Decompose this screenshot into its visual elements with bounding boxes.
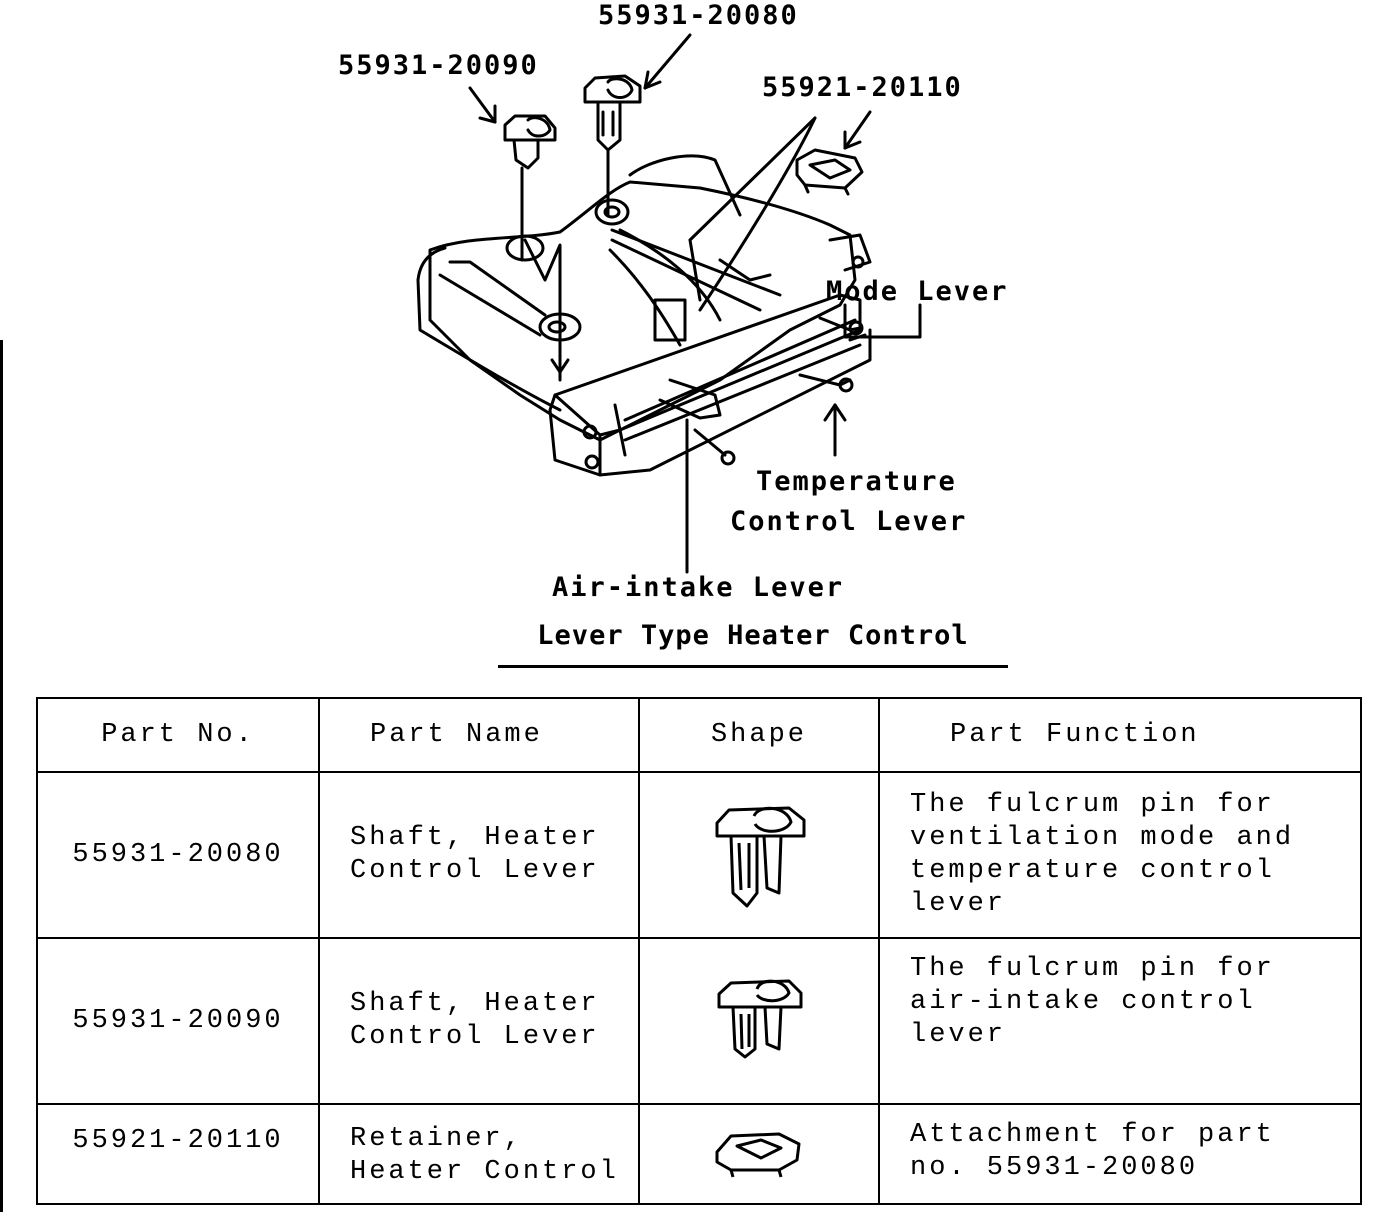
callout-temperature-line2: Control Lever xyxy=(730,506,968,537)
table-row xyxy=(37,1104,1361,1204)
callout-temperature-line1: Temperature xyxy=(756,466,957,497)
callout-part-55931-20090: 55931-20090 xyxy=(338,50,539,81)
part-shape xyxy=(639,1104,879,1204)
retainer-clip-icon xyxy=(709,1122,809,1182)
function-line: The fulcrum pin for xyxy=(910,790,1275,820)
callout-part-55921-20110: 55921-20110 xyxy=(762,72,963,103)
part-name-line: Shaft, Heater xyxy=(350,823,600,853)
part-number: 55921-20110 xyxy=(37,1104,319,1204)
part-name xyxy=(319,1104,639,1204)
part-function xyxy=(879,938,1361,1104)
header-part-name: Part Name xyxy=(319,698,639,772)
part-name xyxy=(319,772,639,938)
part-shape xyxy=(639,772,879,938)
function-line: The fulcrum pin for xyxy=(910,954,1275,984)
table-row xyxy=(37,938,1361,1104)
function-line: ventilation mode and xyxy=(910,823,1295,853)
fulcrum-pin-long-icon xyxy=(709,798,809,908)
pin-55931-20080-drawing xyxy=(585,76,640,215)
header-part-function: Part Function xyxy=(879,698,1361,772)
callout-air-intake-lever: Air-intake Lever xyxy=(552,572,845,603)
function-line: air-intake control xyxy=(910,987,1256,1017)
part-function xyxy=(879,772,1361,938)
part-number: 55931-20090 xyxy=(37,938,319,1104)
part-name xyxy=(319,938,639,1104)
table-row xyxy=(37,772,1361,938)
part-name-line: Heater Control xyxy=(350,1157,619,1187)
function-line: Attachment for part xyxy=(910,1120,1275,1150)
callout-mode-lever: Mode Lever xyxy=(826,276,1009,307)
part-shape xyxy=(639,938,879,1104)
retainer-55921-20110-drawing xyxy=(797,150,862,194)
part-function xyxy=(879,1104,1361,1204)
part-number: 55931-20080 xyxy=(37,772,319,938)
header-shape: Shape xyxy=(639,698,879,772)
callout-part-55931-20080: 55931-20080 xyxy=(598,0,799,31)
part-name-line: Shaft, Heater xyxy=(350,989,600,1019)
part-name-line: Control Lever xyxy=(350,1022,600,1052)
figure-caption: Lever Type Heater Control xyxy=(498,620,1008,668)
function-line: lever xyxy=(910,889,1007,919)
part-name-line: Retainer, xyxy=(350,1124,523,1154)
header-part-no: Part No. xyxy=(37,698,319,772)
fulcrum-pin-short-icon xyxy=(709,969,809,1069)
function-line: no. 55931-20080 xyxy=(910,1153,1199,1183)
part-name-line: Control Lever xyxy=(350,856,600,886)
parts-table xyxy=(36,697,1362,1205)
table-header-row xyxy=(37,698,1361,772)
function-line: temperature control xyxy=(910,856,1275,886)
function-line: lever xyxy=(910,1020,1007,1050)
